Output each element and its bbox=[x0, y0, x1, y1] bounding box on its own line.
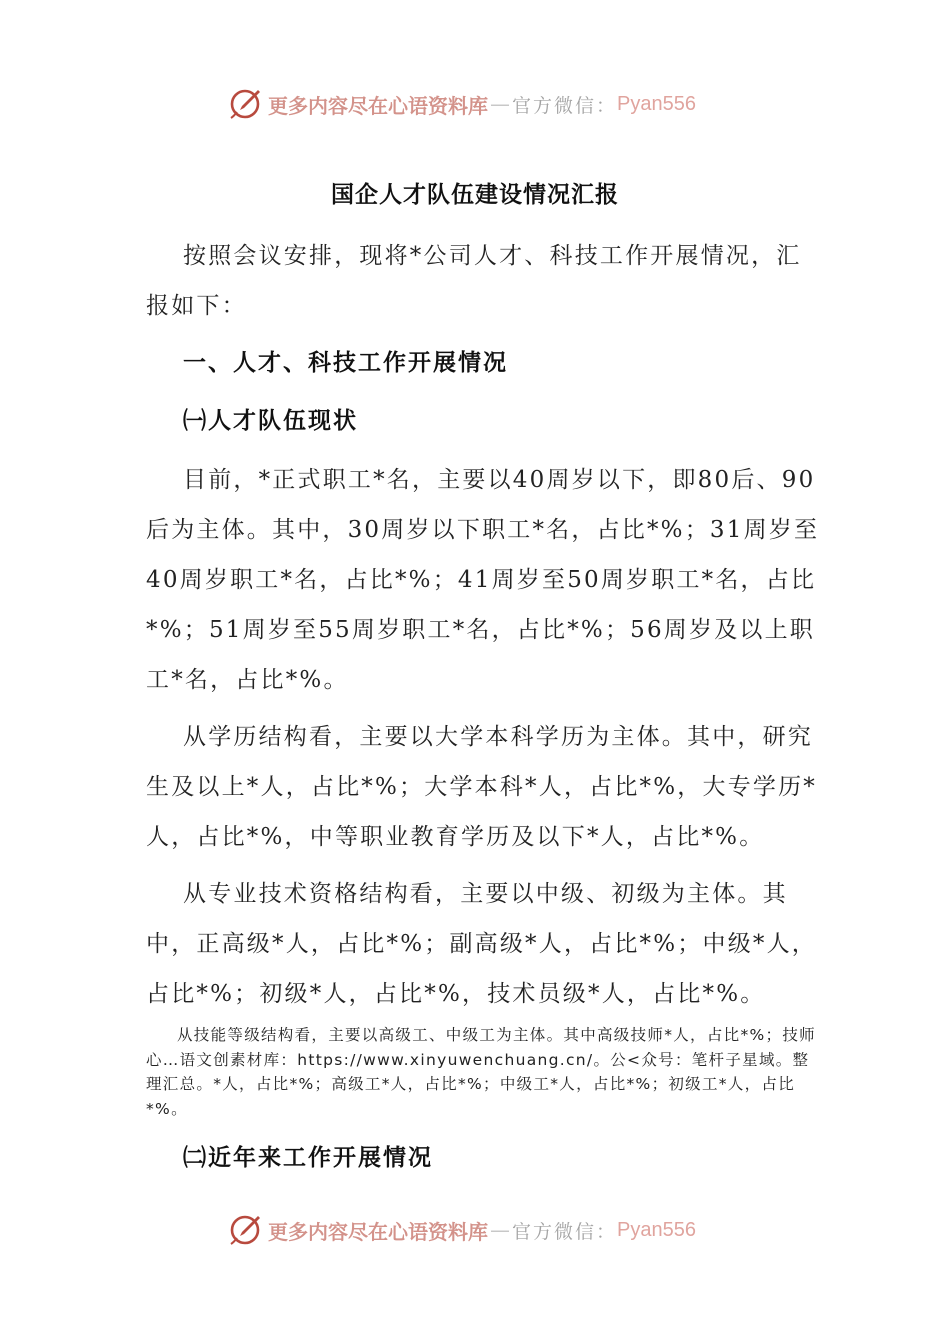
banner-wechat-id: Pyan556 bbox=[617, 1218, 696, 1241]
banner-lead-text: 更多内容尽在心语资料库 bbox=[268, 93, 488, 118]
title-structure-paragraph: 从专业技术资格结构看，主要以中级、初级为主体。其中，正高级*人，占比*%；副高级*人，占比*%；中级*人，占比*%；初级*人，占比*%，技术员级*人，占比*%。 bbox=[146, 881, 818, 1007]
section-heading-1: 一、人才、科技工作开展情况 bbox=[183, 350, 508, 376]
subsection-heading-2: ㈡近年来工作开展情况 bbox=[183, 1145, 433, 1171]
banner-official-label: 官方微信： bbox=[512, 94, 618, 117]
footer-banner bbox=[228, 1210, 696, 1250]
intro-paragraph: 按照会议安排，现将*公司人才、科技工作开展情况，汇报如下： bbox=[146, 243, 802, 319]
banner-official-label: 官方微信： bbox=[512, 1220, 618, 1243]
quill-logo-icon bbox=[228, 87, 262, 121]
age-structure-paragraph: 目前，*正式职工*名，主要以40周岁以下，即80后、90后为主体。其中，30周岁以下职工*名，占比*%；31周岁至40周岁职工*名，占比*%；41周岁至50周岁职工*名，占比*%；51周岁至55周岁职工*名，占比*%；56周岁及以上职工*名，占比*%。 bbox=[146, 467, 820, 693]
skill-structure-paragraph: 从技能等级结构看，主要以高级工、中级工为主体。其中高级技师*人，占比*%；技师心…语文创素材库：https://www.xinyuwenchuang.cn/。公<众号：笔杆子星域。整理汇总。*人，占比*%；高级工*人，占比*%；中级工*人，占比*%；初级工*人，占比*%。 bbox=[146, 1026, 816, 1118]
banner-dash: — bbox=[490, 92, 510, 116]
subsection-heading-1: ㈠人才队伍现状 bbox=[183, 408, 358, 434]
quill-logo-icon bbox=[228, 1213, 262, 1247]
banner-dash: — bbox=[490, 1218, 510, 1242]
document-title: 国企人才队伍建设情况汇报 bbox=[331, 182, 619, 208]
education-structure-paragraph: 从学历结构看，主要以大学本科学历为主体。其中，研究生及以上*人，占比*%；大学本科*人，占比*%，大专学历*人，占比*%，中等职业教育学历及以下*人，占比*%。 bbox=[146, 724, 818, 850]
banner-lead-text: 更多内容尽在心语资料库 bbox=[268, 1219, 488, 1244]
header-banner bbox=[228, 84, 696, 124]
banner-wechat-id: Pyan556 bbox=[617, 92, 696, 115]
